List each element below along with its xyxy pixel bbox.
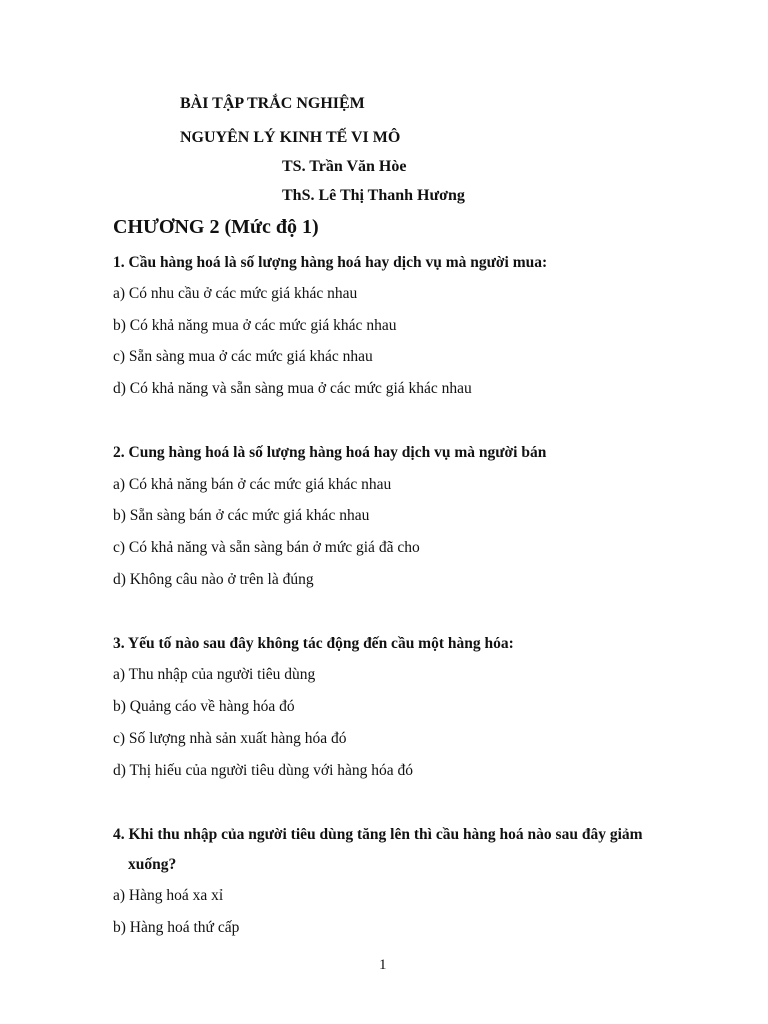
question-2-option-a: a) Có khả năng bán ở các mức giá khác nhau <box>113 476 392 493</box>
question-2-option-c: c) Có khả năng và sẵn sàng bán ở mức giá đã cho <box>113 539 420 556</box>
question-4-option-b: b) Hàng hoá thứ cấp <box>113 919 240 936</box>
chapter-heading: CHƯƠNG 2 (Mức độ 1) <box>113 216 319 238</box>
question-3-option-b: b) Quảng cáo về hàng hóa đó <box>113 698 295 715</box>
page-number: 1 <box>379 957 387 973</box>
question-4-continuation: xuống? <box>128 856 177 873</box>
author-2: ThS. Lê Thị Thanh Hương <box>282 187 465 204</box>
document-title: BÀI TẬP TRẮC NGHIỆM <box>180 95 365 112</box>
question-1: 1. Cầu hàng hoá là số lượng hàng hoá hay dịch vụ mà người mua: <box>113 254 548 271</box>
question-1-option-d: d) Có khả năng và sẵn sàng mua ở các mức giá khác nhau <box>113 380 472 397</box>
question-2-option-d: d) Không câu nào ở trên là đúng <box>113 571 314 588</box>
question-3: 3. Yếu tố nào sau đây không tác động đến cầu một hàng hóa: <box>113 635 514 652</box>
question-3-option-c: c) Số lượng nhà sản xuất hàng hóa đó <box>113 730 347 747</box>
question-2: 2. Cung hàng hoá là số lượng hàng hoá hay dịch vụ mà người bán <box>113 444 547 461</box>
document-subtitle: NGUYÊN LÝ KINH TẾ VI MÔ <box>180 129 401 146</box>
question-4: 4. Khi thu nhập của người tiêu dùng tăng lên thì cầu hàng hoá nào sau đây giảm <box>113 826 643 843</box>
question-3-option-d: d) Thị hiếu của người tiêu dùng với hàng hóa đó <box>113 762 414 779</box>
question-1-option-b: b) Có khả năng mua ở các mức giá khác nhau <box>113 317 397 334</box>
author-1: TS. Trần Văn Hòe <box>282 158 407 175</box>
question-1-option-a: a) Có nhu cầu ở các mức giá khác nhau <box>113 285 358 302</box>
question-3-option-a: a) Thu nhập của người tiêu dùng <box>113 666 316 683</box>
question-1-option-c: c) Sẵn sàng mua ở các mức giá khác nhau <box>113 348 373 365</box>
question-4-option-a: a) Hàng hoá xa xỉ <box>113 887 224 904</box>
question-2-option-b: b) Sẵn sàng bán ở các mức giá khác nhau <box>113 507 370 524</box>
